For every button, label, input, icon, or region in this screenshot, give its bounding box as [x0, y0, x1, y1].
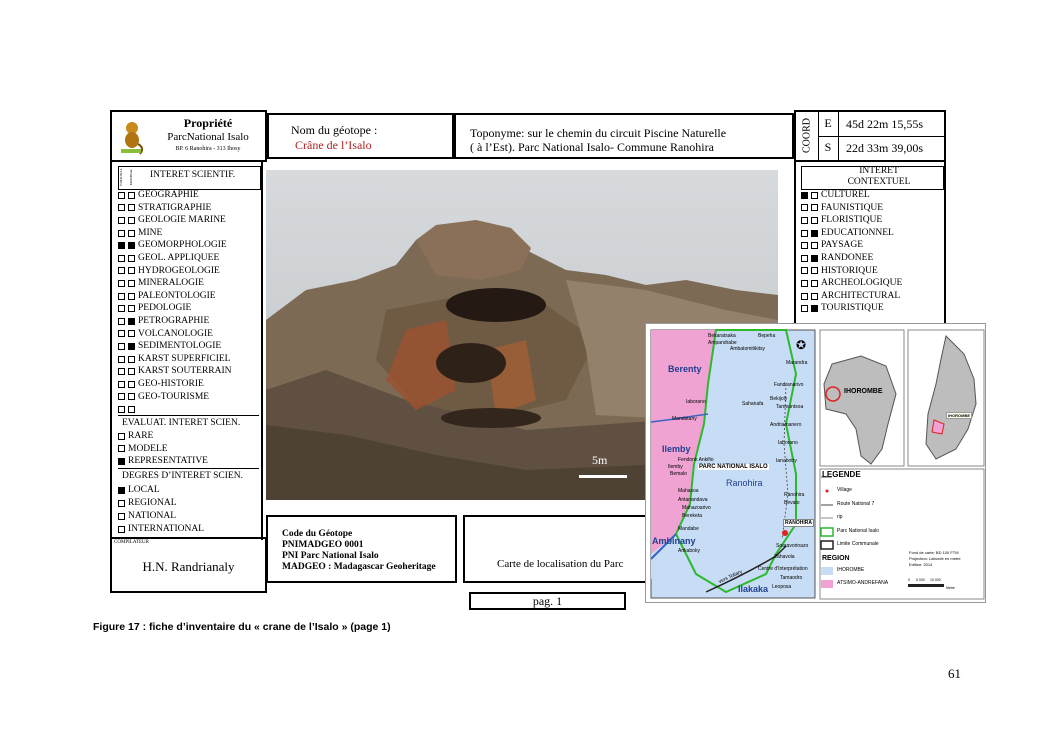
figure-caption: Figure 17 : fiche d’inventaire du « crane de l’Isalo » (page 1): [93, 621, 391, 633]
checkbox[interactable]: [811, 192, 818, 199]
map-label-ranohira-tag: RANOHIRA: [785, 520, 812, 526]
photo-scale-bar: [579, 475, 627, 478]
checkbox[interactable]: [811, 242, 818, 249]
item-label: HISTORIQUE: [821, 265, 878, 276]
scientific-interest-item: [118, 202, 211, 215]
checkbox[interactable]: [128, 204, 135, 211]
checkbox[interactable]: [811, 305, 818, 312]
map-town-label: Centre d'Interprétation: [758, 566, 808, 572]
contextual-interest-item: [801, 277, 902, 290]
checkbox[interactable]: [128, 318, 135, 325]
checkbox[interactable]: [118, 406, 125, 413]
scientific-interest-item: [118, 328, 213, 341]
map-road-label: vers Toliary: [717, 568, 744, 586]
geotope-code-box: [266, 515, 457, 583]
checkbox[interactable]: [801, 267, 808, 274]
scientific-interest-item: [118, 378, 204, 391]
map-town-label: Ranohira: [784, 492, 805, 498]
checkbox[interactable]: [801, 280, 808, 287]
legend-item: Route National 7: [837, 501, 875, 507]
item-label: PETROGRAPHIE: [138, 316, 210, 326]
checkbox[interactable]: [128, 280, 135, 287]
checkbox[interactable]: [801, 192, 808, 199]
checkbox[interactable]: [128, 368, 135, 375]
item-label: PEDOLOGIE: [138, 303, 192, 314]
geotope-name: Crâne de l’Isalo: [295, 138, 372, 152]
map-town-label: Mahazoarivo: [682, 505, 711, 511]
degree-title: DEGRES D’INTERET SCIEN.: [122, 471, 243, 481]
checkbox[interactable]: [118, 305, 125, 312]
geotope-label: Nom du géotope :: [291, 123, 378, 137]
map-town-label: Mandabe: [678, 526, 699, 532]
item-label: MINERALOGIE: [138, 278, 204, 289]
item-label: GEOL. APPLIQUEE: [138, 253, 220, 263]
checkbox[interactable]: [118, 217, 125, 224]
item-label: STRATIGRAPHIE: [138, 202, 212, 213]
map-town-label: Bemalo: [670, 471, 687, 477]
map-label-ilemby: Ilemby: [662, 444, 691, 454]
legend-title: LEGENDE: [822, 470, 861, 479]
code-line-1: Code du Géotope: [282, 529, 353, 539]
compass-icon: ✪: [796, 338, 807, 352]
map-caption: Carte de localisation du Parc: [497, 558, 624, 570]
right-panel: [794, 162, 946, 327]
checkbox[interactable]: [118, 368, 125, 375]
checkbox[interactable]: [128, 293, 135, 300]
checkbox[interactable]: [128, 217, 135, 224]
map-source-line: Projection: Laborde en metre: [909, 556, 961, 561]
code-line-2: PNIMADGEO 0001: [282, 540, 364, 550]
item-label: ARCHEOLOGIQUE: [821, 278, 903, 289]
contextual-title-2: CONTEXTUEL: [847, 177, 911, 187]
item-label: KARST SUPERFICIEL: [138, 353, 231, 364]
item-label: RANDONEE: [821, 253, 874, 263]
map-town-label: Fandranarivo: [774, 382, 804, 388]
checkbox[interactable]: [118, 526, 125, 533]
checkbox[interactable]: [118, 433, 125, 440]
checkbox[interactable]: [128, 305, 135, 312]
map-town-label: Sahanafa: [742, 401, 764, 407]
checkbox[interactable]: [118, 267, 125, 274]
map-town-label: Mandatany: [672, 416, 697, 422]
map-town-label: Marandra: [786, 360, 808, 366]
checkbox[interactable]: [118, 204, 125, 211]
scientific-interest-item: [118, 277, 204, 290]
map-source-line: Edition: 2014: [909, 562, 933, 567]
map-label-ambinany: Ambinany: [652, 536, 696, 546]
item-label: REPRESENTATIVE: [128, 456, 208, 467]
toponym-box: [454, 113, 794, 159]
map-town-label: Leoposa: [772, 584, 792, 590]
map-label-berenty: Berenty: [668, 364, 702, 374]
checkbox[interactable]: [118, 445, 125, 452]
checkbox[interactable]: [118, 330, 125, 337]
item-label: GEOGRAPHIE: [138, 190, 199, 200]
checkbox[interactable]: [801, 255, 808, 262]
coord-value-e: 45d 22m 15,55s: [846, 117, 924, 131]
contextual-interest-item: [801, 252, 873, 265]
checkbox[interactable]: [128, 343, 135, 350]
item-label: FLORISTIQUE: [821, 215, 883, 226]
item-label: SEDIMENTOLOGIE: [138, 341, 222, 352]
checkbox[interactable]: [118, 513, 125, 520]
map-town-label: Bekaratsaka: [708, 333, 736, 339]
evaluation-item: [118, 443, 168, 456]
checkbox[interactable]: [118, 293, 125, 300]
checkbox[interactable]: [118, 458, 125, 465]
compiler-box: [110, 537, 267, 593]
org-title: Propriété: [183, 116, 233, 130]
item-label: KARST SOUTERRAIN: [138, 366, 232, 377]
map-town-label: Soaravorinazo: [776, 543, 809, 549]
map-town-label: Ambatomitikitsy: [730, 346, 766, 352]
contextual-interest-item: [801, 302, 884, 315]
item-label: REGIONAL: [128, 498, 177, 508]
inset-tag: IHOROMBE: [948, 413, 970, 418]
checkbox[interactable]: [118, 230, 125, 237]
legend-item: Limite Communale: [837, 541, 879, 547]
evaluation-item: [118, 430, 153, 443]
checkbox[interactable]: [118, 242, 125, 249]
interet-scientifique-title: INTERET SCIENTIF.: [150, 170, 236, 180]
checkbox[interactable]: [128, 230, 135, 237]
item-label: MINE: [138, 227, 163, 238]
evaluation-title: EVALUAT. INTERET SCIEN.: [122, 418, 241, 428]
item-label: GEO-HISTORIE: [138, 379, 204, 389]
map-town-label: Iaborano: [778, 440, 798, 446]
item-label: LOCAL: [128, 485, 160, 495]
checkbox[interactable]: [801, 230, 808, 237]
checkbox[interactable]: [811, 255, 818, 262]
map-town-label: Tamaodro: [780, 575, 803, 581]
checkbox[interactable]: [128, 406, 135, 413]
scientific-interest-item: [118, 315, 209, 328]
checkbox[interactable]: [118, 487, 125, 494]
checkbox[interactable]: [811, 217, 818, 224]
item-label: EDUCATIONNEL: [821, 227, 894, 238]
map-source-line: Fond de carte: BD 100 FTM: [909, 550, 959, 555]
item-label: ARCHITECTURAL: [821, 290, 901, 301]
checkbox[interactable]: [118, 356, 125, 363]
map-town-label: Bereketa: [682, 513, 703, 519]
item-label: TOURISTIQUE: [821, 303, 884, 314]
scientific-interest-item: [118, 302, 191, 315]
checkbox[interactable]: [118, 393, 125, 400]
evaluation-item: [118, 455, 208, 468]
item-label: PAYSAGE: [821, 240, 864, 251]
checkbox[interactable]: [118, 381, 125, 388]
contextual-interest-item: [801, 189, 870, 202]
org-address: BP. 6 Ranohira - 313 Ihosy: [175, 146, 241, 152]
map-town-label: Tameantsoa: [776, 404, 804, 410]
checkbox[interactable]: [128, 192, 135, 199]
contextual-interest-item: [801, 227, 894, 240]
scientific-interest-item: [118, 391, 209, 404]
photo-scale-label: 5m: [592, 453, 608, 467]
item-label: GEOLOGIE MARINE: [138, 215, 226, 226]
org-box: [110, 110, 267, 162]
item-label: FAUNISTIQUE: [821, 202, 884, 213]
checkbox[interactable]: [128, 267, 135, 274]
checkbox[interactable]: [801, 242, 808, 249]
col-head-national: NATIONAL: [119, 168, 123, 186]
map-town-label: Bepeha: [758, 333, 776, 339]
item-label: GEOMORPHOLOGIE: [138, 240, 227, 251]
contextual-title-1: INTERET: [859, 166, 899, 176]
contextual-interest-item: [801, 202, 883, 215]
item-label: INTERNATIONAL: [128, 524, 204, 534]
toponym-line-2: ( à l’Est). Parc National Isalo- Commune Ranohira: [470, 140, 714, 154]
degree-item: [118, 523, 204, 536]
org-name: ParcNational Isalo: [167, 131, 249, 143]
scientific-interest-item: [118, 252, 219, 265]
map-town-label: Ankaboky: [678, 548, 700, 554]
lemur-logo-icon: [118, 118, 146, 156]
region-item: ATSIMO-ANDREFANA: [837, 580, 889, 586]
checkbox[interactable]: [128, 393, 135, 400]
checkbox[interactable]: [801, 305, 808, 312]
scientific-interest-item: [118, 265, 220, 278]
item-label: GEO-TOURISME: [138, 391, 210, 402]
checkbox[interactable]: [118, 255, 125, 262]
contextual-interest-item: [801, 239, 863, 252]
scientific-interest-item: [118, 214, 226, 227]
checkbox[interactable]: [801, 204, 808, 211]
degree-item: [118, 484, 160, 497]
scientific-interest-item: [118, 353, 230, 366]
item-label: HYDROGEOLOGIE: [138, 265, 220, 276]
map-label-park: PARC NATIONAL ISALO: [699, 464, 768, 470]
degree-item: [118, 510, 176, 523]
coord-box: [794, 110, 946, 162]
scientific-interest-item: [118, 340, 221, 353]
degree-item: [118, 497, 177, 510]
checkbox[interactable]: [128, 356, 135, 363]
checkbox[interactable]: [801, 293, 808, 300]
map-town-label: Ianabotry: [776, 458, 797, 464]
item-label: MODELE: [128, 443, 168, 454]
map-label-ranohira: Ranohira: [726, 478, 763, 488]
item-label: PALEONTOLOGIE: [138, 290, 216, 301]
page-label: pag. 1: [532, 594, 563, 608]
map-town-label: Bekijoly: [770, 396, 788, 402]
map-scale-value: 10 000: [930, 578, 941, 582]
scientific-interest-item: [118, 227, 162, 240]
map-town-label: Iaborano: [686, 399, 706, 405]
coord-label: COORD: [801, 118, 813, 154]
location-map: [645, 323, 986, 603]
checkbox[interactable]: [811, 267, 818, 274]
checkbox[interactable]: [128, 330, 135, 337]
item-label: RARE: [128, 431, 154, 441]
checkbox[interactable]: [118, 280, 125, 287]
map-town-label: Bevato: [784, 500, 800, 506]
map-town-label: Ampandrabe: [708, 340, 737, 346]
col-head-mondial: MONDIAL: [129, 168, 133, 186]
map-label-ilakaka: Ilakaka: [738, 584, 769, 594]
contextual-interest-item: [801, 265, 878, 278]
page-number: 61: [948, 666, 961, 681]
inset-label: IHOROMBE: [844, 388, 883, 395]
left-panel: [110, 162, 267, 540]
region-item: IHOROMBE: [837, 567, 865, 573]
code-line-4: MADGEO : Madagascar Geoheritage: [282, 562, 436, 572]
checkbox[interactable]: [801, 217, 808, 224]
contextual-interest-item: [801, 214, 882, 227]
legend-item: Village: [837, 487, 852, 493]
checkbox[interactable]: [128, 255, 135, 262]
item-label: NATIONAL: [128, 511, 177, 521]
checkbox[interactable]: [118, 318, 125, 325]
map-scale-value: 5 000: [916, 578, 925, 582]
scientific-interest-item: [118, 365, 232, 378]
checkbox[interactable]: [118, 500, 125, 507]
scientific-interest-item: [118, 189, 199, 202]
code-line-3: PNI Parc National Isalo: [282, 551, 379, 561]
item-label: CULTUREL: [821, 190, 870, 200]
checkbox[interactable]: [811, 230, 818, 237]
map-town-label: Fendonk Ankifio: [678, 457, 714, 463]
legend-item: Parc National Isalo: [837, 528, 879, 534]
map-town-label: Andriamanero: [770, 422, 802, 428]
coord-value-s: 22d 33m 39,00s: [846, 141, 924, 155]
map-town-label: Antanandava: [678, 497, 708, 503]
scientific-interest-item: [118, 290, 216, 303]
checkbox[interactable]: [811, 280, 818, 287]
map-caption-box: [463, 515, 663, 583]
coord-dir-e: E: [824, 116, 832, 130]
checkbox[interactable]: [118, 192, 125, 199]
item-label: VOLCANOLOGIE: [138, 328, 213, 339]
contextual-interest-item: [801, 290, 900, 303]
map-town-label: Ilemby: [668, 464, 683, 470]
toponym-line-1: Toponyme: sur le chemin du circuit Piscine Naturelle: [470, 126, 727, 140]
checkbox[interactable]: [128, 381, 135, 388]
checkbox[interactable]: [811, 293, 818, 300]
coord-dir-s: S: [824, 140, 832, 154]
checkbox[interactable]: [811, 204, 818, 211]
checkbox[interactable]: [118, 343, 125, 350]
geotope-name-box: [267, 113, 454, 159]
map-scale-unit: Metre: [946, 586, 955, 590]
compiler-label: COMPILATEUR: [114, 540, 150, 545]
map-scale-value: 0: [908, 578, 910, 582]
region-title: REGION: [822, 555, 850, 562]
page-label-box: [469, 592, 626, 610]
map-town-label: Mahasoa: [678, 488, 699, 494]
compiler-name: H.N. Randrianaly: [142, 559, 235, 574]
checkbox[interactable]: [128, 242, 135, 249]
map-town-label: Zahavola: [774, 554, 795, 560]
legend-item: rip: [837, 514, 843, 520]
scientific-interest-item: [118, 403, 138, 416]
scientific-interest-item: [118, 239, 227, 252]
